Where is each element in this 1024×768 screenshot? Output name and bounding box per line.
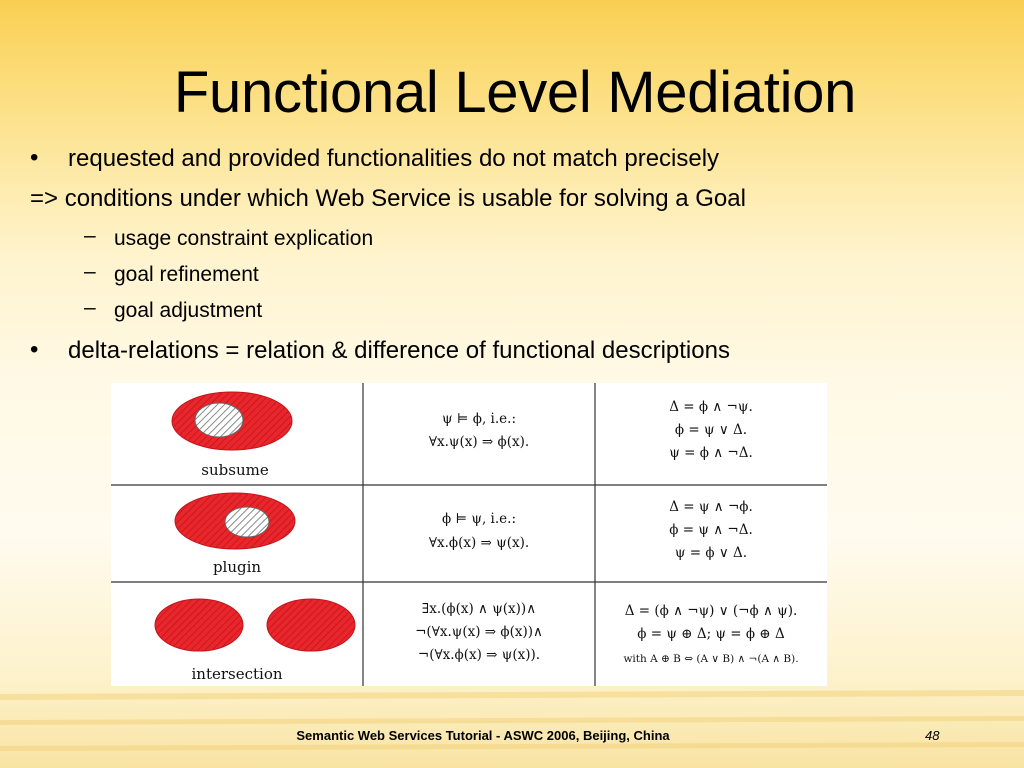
delta-line: Δ = (ϕ ∧ ¬ψ) ∨ (¬ϕ ∧ ψ). bbox=[624, 603, 798, 619]
relation-line: ψ ⊨ ϕ, i.e.: bbox=[442, 411, 516, 427]
delta-line: ϕ = ψ ∨ Δ. bbox=[674, 422, 748, 438]
sub-item: goal adjustment bbox=[114, 299, 263, 322]
delta-line: with A ⊕ B ⇔ (A ∨ B) ∧ ¬(A ∧ B). bbox=[623, 653, 799, 665]
sub-item: usage constraint explication bbox=[114, 227, 374, 250]
slide-title: Functional Level Mediation bbox=[173, 60, 857, 125]
delta-line: Δ = ψ ∧ ¬ϕ. bbox=[669, 499, 753, 515]
relation-line: ∀x.ϕ(x) ⇒ ψ(x). bbox=[428, 535, 530, 551]
dash-marker: – bbox=[84, 224, 96, 247]
dash-marker: – bbox=[84, 260, 96, 283]
mediation-table bbox=[111, 383, 827, 686]
delta-line: ϕ = ψ ∧ ¬Δ. bbox=[669, 522, 753, 538]
bullet-marker: • bbox=[30, 144, 39, 171]
relation-line: ∃x.(ϕ(x) ∧ ψ(x))∧ bbox=[421, 601, 537, 617]
row-label-intersection: intersection bbox=[191, 665, 283, 683]
row-label-plugin: plugin bbox=[212, 558, 262, 576]
delta-line: ψ = ϕ ∨ Δ. bbox=[674, 545, 748, 561]
sub-item: goal refinement bbox=[114, 263, 259, 286]
relation-line: ¬(∀x.ϕ(x) ⇒ ψ(x)). bbox=[417, 647, 541, 663]
bullet-marker: • bbox=[30, 336, 39, 363]
decorative-stripes bbox=[0, 680, 1024, 768]
venn-subsume-icon bbox=[172, 392, 292, 450]
relation-line: ϕ ⊨ ψ, i.e.: bbox=[442, 511, 516, 527]
venn-intersection-icon bbox=[155, 599, 355, 651]
relation-line: ∀x.ψ(x) ⇒ ϕ(x). bbox=[428, 434, 530, 450]
continuation-text: => conditions under which Web Service is usable for solving a Goal bbox=[30, 185, 746, 212]
delta-line: ϕ = ψ ⊕ Δ; ψ = ϕ ⊕ Δ bbox=[637, 626, 785, 642]
bullet-2-text: delta-relations = relation & difference of functional descriptions bbox=[68, 337, 730, 364]
row-label-subsume: subsume bbox=[201, 461, 269, 479]
venn-plugin-icon bbox=[175, 493, 295, 549]
delta-line: Δ = ϕ ∧ ¬ψ. bbox=[669, 399, 753, 415]
page-number: 48 bbox=[925, 728, 940, 743]
footer-text: Semantic Web Services Tutorial - ASWC 2006, Beijing, China bbox=[296, 728, 670, 743]
delta-line: ψ = ϕ ∧ ¬Δ. bbox=[669, 445, 753, 461]
bullet-1-text: requested and provided functionalities do not match precisely bbox=[68, 145, 720, 172]
relation-line: ¬(∀x.ψ(x) ⇒ ϕ(x))∧ bbox=[415, 624, 543, 640]
mediation-table-graphic bbox=[111, 383, 827, 686]
dash-marker: – bbox=[84, 296, 96, 319]
